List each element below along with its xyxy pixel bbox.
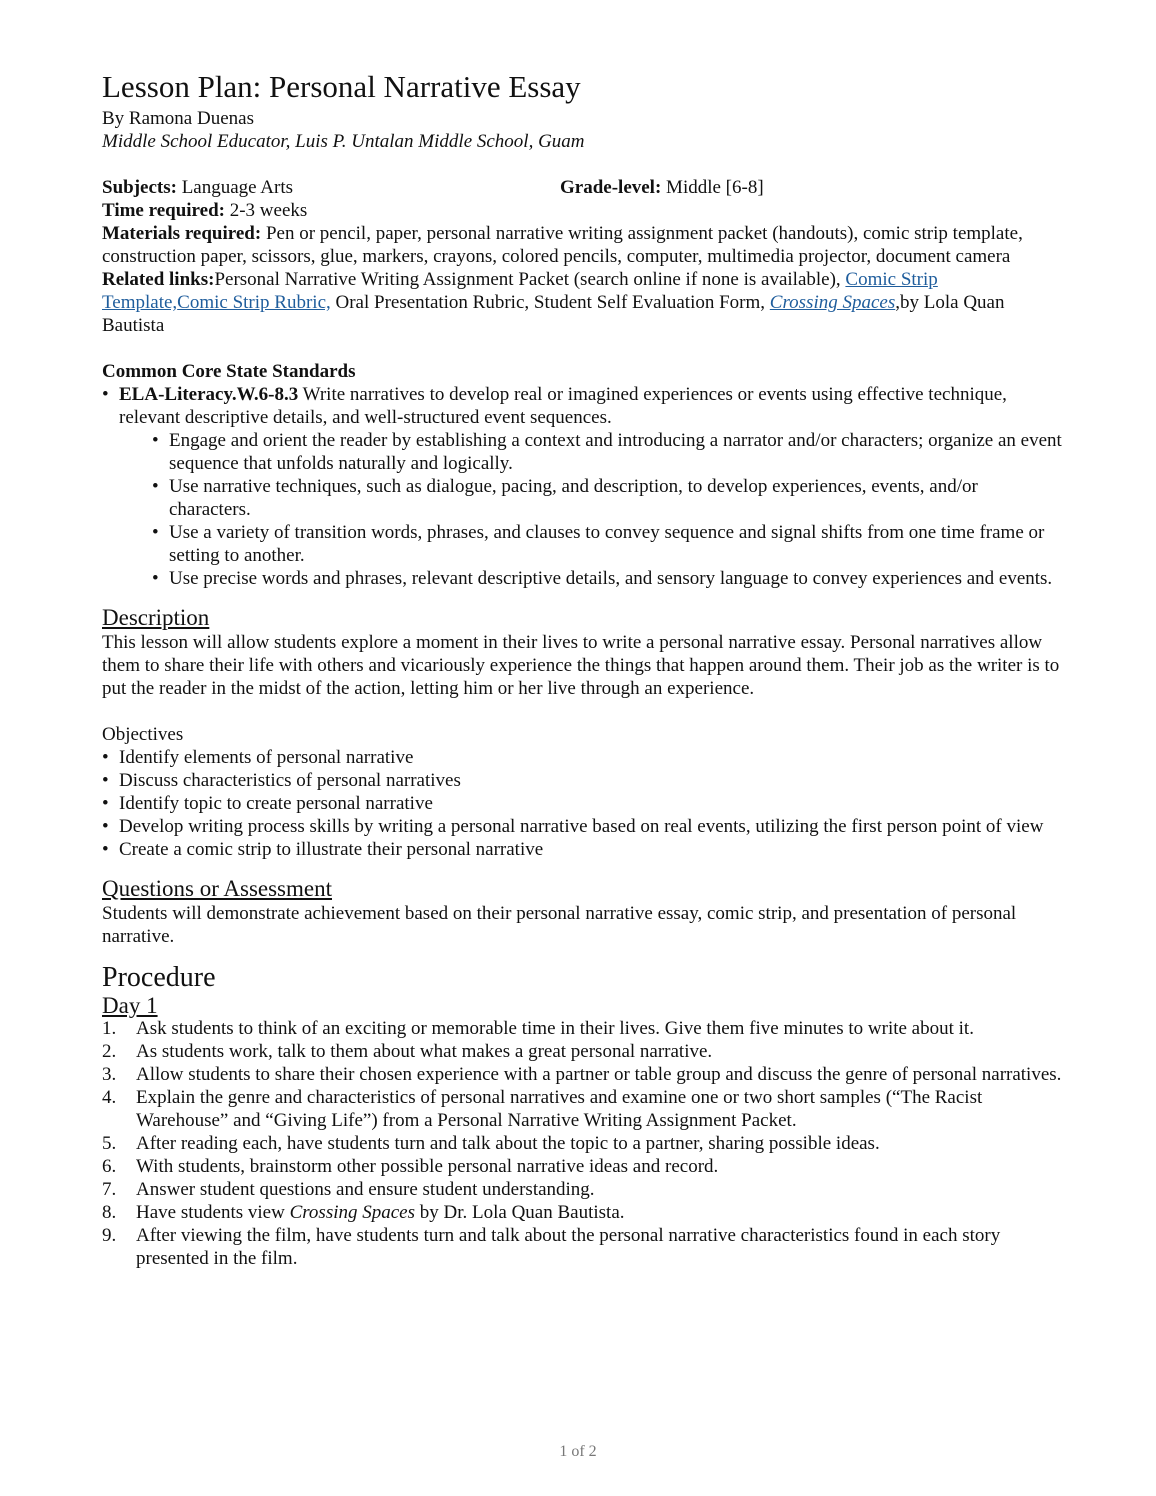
standard-item <box>102 383 1062 590</box>
standards-heading-text: Common Core State Standards <box>102 361 356 382</box>
step-text-italic: Crossing Spaces <box>289 1202 416 1223</box>
step-number: 5. <box>102 1133 117 1154</box>
step-text: Explain the genre and characteristics of personal narratives and examine one or two short samples (“The Racist Warehouse” and “Giving Life”) from a Personal Narrative Writing Assignment Packet. <box>136 1087 983 1131</box>
description-heading: Description <box>102 605 210 630</box>
step-text: Allow students to share their chosen experience with a partner or table group and discuss the genre of personal narratives. <box>136 1064 1062 1085</box>
standard-text: Write narratives to develop real or imagined experiences or events using effective technique, relevant descriptive details, and well-structured event sequences. <box>119 384 1007 428</box>
subjects-grade-row <box>102 176 1062 199</box>
grade-level-label: Grade-level: <box>560 177 662 198</box>
step-number: 4. <box>102 1087 117 1108</box>
step-number: 6. <box>102 1156 117 1177</box>
step-text: Answer student questions and ensure student understanding. <box>136 1179 595 1200</box>
procedure-step <box>102 1155 1062 1178</box>
time-required-label: Time required: <box>102 200 225 221</box>
step-text: Ask students to think of an exciting or memorable time in their lives. Give them five minutes to write about it. <box>136 1018 974 1039</box>
procedure-step <box>102 1040 1062 1063</box>
time-required-value: 2-3 weeks <box>224 200 308 221</box>
author-byline: By Ramona Duenas <box>102 108 254 129</box>
related-links-text: Personal Narrative Writing Assignment Packet (search online if none is available), <box>214 269 846 290</box>
objective-item: • Identify elements of personal narrative <box>102 746 1062 769</box>
standard-sub-item: • Engage and orient the reader by establishing a context and introducing a narrator and/or characters; organize an event sequence that unfolds naturally and logically. <box>152 429 1062 475</box>
day-1-heading: Day 1 <box>102 993 158 1018</box>
related-links-label: Related links: <box>102 269 215 290</box>
objective-item: • Create a comic strip to illustrate their personal narrative <box>102 838 1062 861</box>
author-affiliation: Middle School Educator, Luis P. Untalan Middle School, Guam <box>102 131 585 152</box>
grade-level-value: Middle [6-8] <box>661 177 764 198</box>
procedure-steps <box>102 1017 1062 1270</box>
step-number: 2. <box>102 1041 117 1062</box>
procedure-heading: Procedure <box>102 962 216 993</box>
procedure-step <box>102 1063 1062 1086</box>
comic-strip-rubric-link[interactable]: Comic Strip Rubric, <box>177 292 331 313</box>
comic-strip-template-link[interactable]: Comic Strip Template, <box>102 269 938 313</box>
description-text: This lesson will allow students explore a moment in their lives to write a personal narrative essay. Personal narratives allow them to share their life with others and vicariously experience the things that happen around them. Their job as the writer is to put the reader in the midst of the action, letting him or her live through an experience. <box>102 632 1060 699</box>
step-text-post: by Dr. Lola Quan Bautista. <box>415 1202 625 1223</box>
materials-label: Materials required: <box>102 223 262 244</box>
time-required <box>102 199 1062 222</box>
objectives-list <box>102 746 1062 861</box>
procedure-step <box>102 1132 1062 1155</box>
standard-sub-item: • Use narrative techniques, such as dialogue, pacing, and description, to develop experiences, events, and/or characters. <box>152 475 1062 521</box>
standard-code: ELA-Literacy.W.6-8.3 <box>119 384 299 405</box>
assessment-text: Students will demonstrate achievement based on their personal narrative essay, comic strip, and presentation of personal narrative. <box>102 903 1017 947</box>
assessment-heading: Questions or Assessment <box>102 876 332 901</box>
related-links <box>102 268 1062 337</box>
procedure-step <box>102 1086 1062 1132</box>
subjects-value: Language Arts <box>176 177 294 198</box>
procedure-step <box>102 1178 1062 1201</box>
subjects-label: Subjects: <box>102 177 177 198</box>
objective-item: • Develop writing process skills by writing a personal narrative based on real events, utilizing the first person point of view <box>102 815 1062 838</box>
step-text: After viewing the film, have students turn and talk about the personal narrative characteristics found in each story presented in the film. <box>136 1225 1001 1269</box>
document-page <box>102 68 1062 1270</box>
materials-required <box>102 222 1062 268</box>
objectives-heading: Objectives <box>102 724 184 745</box>
materials-value: Pen or pencil, paper, personal narrative writing assignment packet (handouts), comic strip template, construction paper, scissors, glue, markers, crayons, colored pencils, computer, multimedia projector, document camera <box>102 223 1023 267</box>
step-text: As students work, talk to them about what makes a great personal narrative. <box>136 1041 713 1062</box>
step-text: After reading each, have students turn and talk about the topic to a partner, sharing possible ideas. <box>136 1133 880 1154</box>
standards-list <box>102 383 1062 590</box>
objective-item: • Discuss characteristics of personal narratives <box>102 769 1062 792</box>
crossing-spaces-link[interactable]: Crossing Spaces <box>769 292 896 313</box>
step-number: 3. <box>102 1064 117 1085</box>
step-text: With students, brainstorm other possible personal narrative ideas and record. <box>136 1156 719 1177</box>
step-number: 7. <box>102 1179 117 1200</box>
related-links-text-2: Oral Presentation Rubric, Student Self Evaluation Form, <box>330 292 770 313</box>
step-number: 1. <box>102 1018 117 1039</box>
standards-heading <box>102 360 1062 383</box>
standard-sub-item: • Use precise words and phrases, relevant descriptive details, and sensory language to convey experiences and events. <box>152 567 1062 590</box>
objective-item: • Identify topic to create personal narrative <box>102 792 1062 815</box>
procedure-step <box>102 1224 1062 1270</box>
step-text: Have students view <box>136 1202 290 1223</box>
step-number: 8. <box>102 1202 117 1223</box>
document-title: Lesson Plan: Personal Narrative Essay <box>102 69 581 104</box>
standard-sub-item: • Use a variety of transition words, phrases, and clauses to convey sequence and signal shifts from one time frame or setting to another. <box>152 521 1062 567</box>
related-links-text-3: ,by Lola Quan Bautista <box>102 292 1005 336</box>
standard-sub-list <box>119 429 1062 590</box>
procedure-step <box>102 1201 1062 1224</box>
step-number: 9. <box>102 1225 117 1246</box>
procedure-step <box>102 1017 1062 1040</box>
page-number: 1 of 2 <box>559 1443 597 1460</box>
